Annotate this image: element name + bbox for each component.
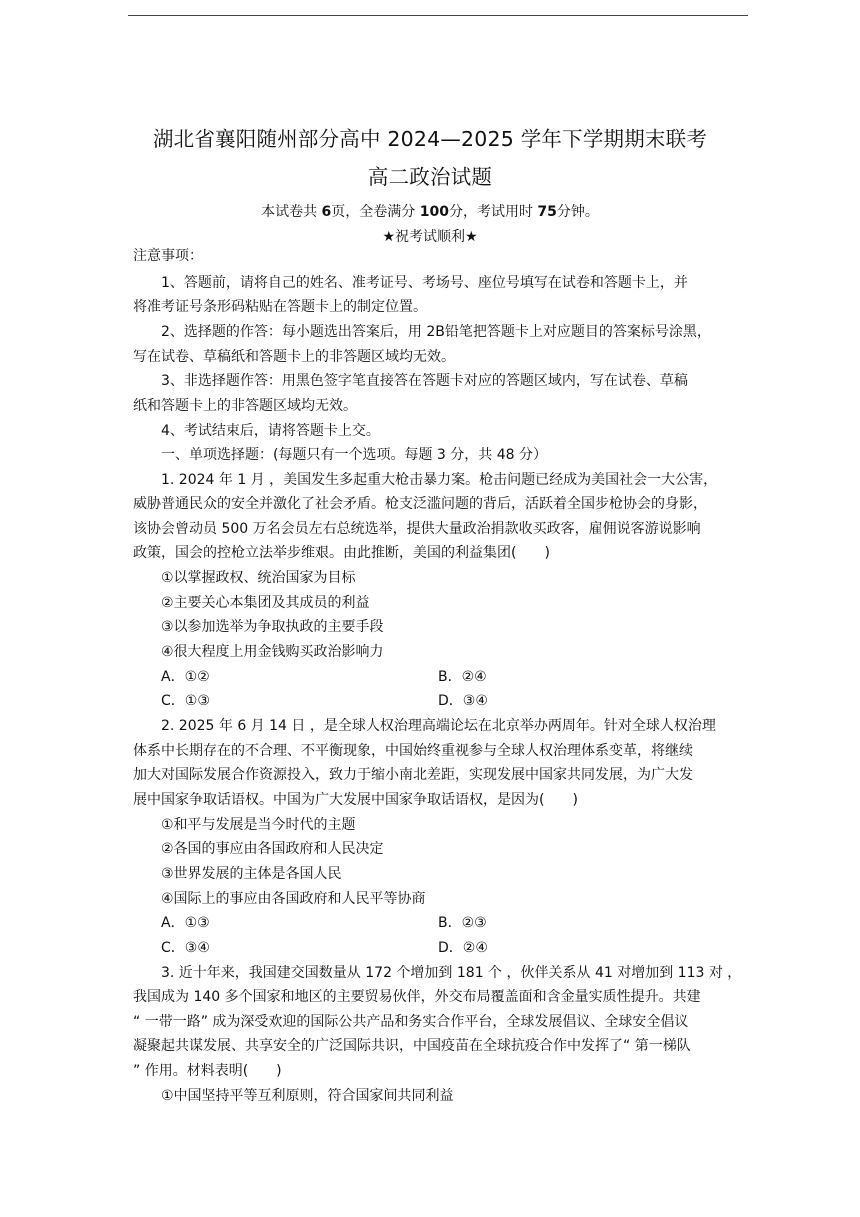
question-3-item-1: ①中国坚持平等互利原则，符合国家间共同利益 xyxy=(161,1088,454,1104)
question-2-line-3: 加大对国际发展合作资源投入，致力于缩小南北差距，实现发展中国家共同发展，为广大发 xyxy=(133,767,693,783)
notice-2-line-1: 2、选择题的作答：每小题选出答案后，用 2B铅笔把答题卡上对应题目的答案标号涂黑， xyxy=(161,324,711,340)
question-2-item-3: ③世界发展的主体是各国人民 xyxy=(161,866,342,882)
question-2-option-b: B．②③ xyxy=(438,915,487,931)
question-1-line-4: 政策，国会的控枪立法举步维艰。由此推断，美国的利益集团( ) xyxy=(133,545,550,561)
question-2-option-c: C．③④ xyxy=(161,940,210,956)
question-2-line-4: 展中国家争取话语权。中国为广大发展中国家争取话语权，是因为( ) xyxy=(133,792,578,808)
notice-3-line-2: 纸和答题卡上的非答题区域均无效。 xyxy=(133,398,357,414)
notice-2-line-2: 写在试卷、草稿纸和答题卡上的非答题区域均无效。 xyxy=(133,349,455,365)
question-1-line-3: 该协会曾动员 500 万名会员左右总统选举，提供大量政治捐款收买政客，雇佣说客游说影响 xyxy=(133,521,701,537)
header-rule xyxy=(128,15,748,16)
question-1-item-4: ④很大程度上用金钱购买政治影响力 xyxy=(161,644,384,660)
question-1-item-3: ③以参加选举为争取执政的主要手段 xyxy=(161,619,384,635)
question-1-item-1: ①以掌握政权、统治国家为目标 xyxy=(161,570,356,586)
exam-info: 本试卷共 6页，全卷满分 100分，考试用时 75分钟。 xyxy=(261,204,599,220)
question-1-line-1: 1. 2024 年 1 月 ，美国发生多起重大枪击暴力案。枪击问题已经成为美国社会一大公害， xyxy=(161,472,718,488)
exam-subtitle: 高二政治试题 xyxy=(367,165,493,189)
notice-1-line-1: 1、答题前，请将自己的姓名、准考证号、考场号、座位号填写在试卷和答题卡上，并 xyxy=(161,275,688,291)
notice-4: 4、考试结束后，请将答题卡上交。 xyxy=(161,423,380,439)
question-2-item-2: ②各国的事应由各国政府和人民决定 xyxy=(161,841,384,857)
question-2-item-4: ④国际上的事应由各国政府和人民平等协商 xyxy=(161,891,426,907)
exam-title: 湖北省襄阳随州部分高中 2024—2025 学年下学期期末联考 xyxy=(152,127,708,151)
notice-heading: 注意事项： xyxy=(133,248,203,264)
question-1-option-a: A．①② xyxy=(161,669,210,685)
question-2-line-2: 体系中长期存在的不合理、不平衡现象，中国始终重视参与全球人权治理体系变革，将继续 xyxy=(133,743,693,759)
question-1-option-c: C．①③ xyxy=(161,693,210,709)
notice-1-line-2: 将准考证号条形码粘贴在答题卡上的制定位置。 xyxy=(133,299,427,315)
question-3-line-1: 3. 近十年来，我国建交国数量从 172 个增加到 181 个 ，伙伴关系从 41 对增加到 113 对 ， xyxy=(161,965,742,981)
question-1-item-2: ②主要关心本集团及其成员的利益 xyxy=(161,595,370,611)
good-luck-line: ★祝考试顺利★ xyxy=(382,229,478,245)
section-heading: 一、单项选择题：(每题只有一个选项。每题 3 分，共 48 分） xyxy=(161,447,547,463)
question-1-option-d: D．③④ xyxy=(438,693,488,709)
question-2-option-a: A．①③ xyxy=(161,915,210,931)
notice-3-line-1: 3、非选择题作答：用黑色签字笔直接答在答题卡对应的答题区域内，写在试卷、草稿 xyxy=(161,373,688,389)
question-3-line-5: ” 作用。材料表明( ) xyxy=(133,1063,282,1079)
question-2-line-1: 2. 2025 年 6 月 14 日 ，是全球人权治理高端论坛在北京举办两周年。针对全球人权治理 xyxy=(161,718,716,734)
question-1-option-b: B．②④ xyxy=(438,669,487,685)
question-2-option-d: D．②④ xyxy=(438,940,488,956)
question-3-line-3: “ 一带一路” 成为深受欢迎的国际公共产品和务实合作平台，全球发展倡议、全球安全倡议 xyxy=(133,1014,689,1030)
question-3-line-4: 凝聚起共谋发展、共享安全的广泛国际共识，中国疫苗在全球抗疫合作中发挥了“ 第一梯队 xyxy=(133,1038,691,1054)
question-3-line-2: 我国成为 140 多个国家和地区的主要贸易伙伴，外交布局覆盖面和含金量实质性提升。共建 xyxy=(133,989,701,1005)
question-1-line-2: 威胁普通民众的安全并激化了社会矛盾。枪支泛滥问题的背后，活跃着全国步枪协会的身影， xyxy=(133,496,707,512)
question-2-item-1: ①和平与发展是当今时代的主题 xyxy=(161,817,356,833)
